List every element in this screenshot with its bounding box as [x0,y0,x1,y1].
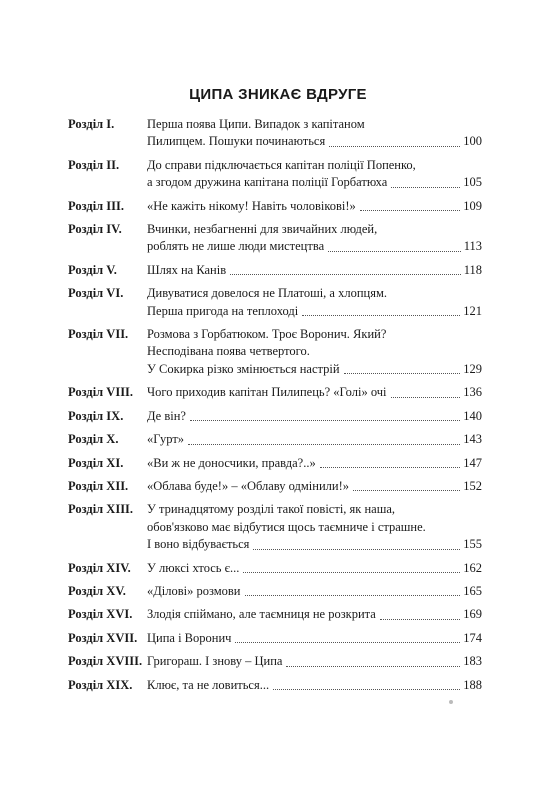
chapter-title-last-line [147,478,482,495]
chapter-title-line: Пилипцем. Пошуки починаються [147,134,326,149]
chapter-title-last-line [147,431,482,448]
chapter-title-line: У тринадцятому розділі такої повісті, як наша, [147,502,396,517]
dot-leader [380,619,460,620]
chapter-title-block [147,630,482,647]
dot-leader [245,595,461,596]
chapter-label: Розділ XIII. [68,502,134,517]
chapter-title-line: Перша пригода на теплоході [147,303,299,318]
dot-leader [253,549,460,550]
chapter-title-line: Григораш. І знову – Ципа [147,654,283,669]
page-number: 136 [463,385,482,400]
toc-entry [68,583,482,600]
page-number: 174 [463,630,482,645]
page-number: 100 [463,134,482,149]
chapter-title-line: Ципа і Воронич [147,630,232,645]
chapter-label: Розділ XVII. [68,630,138,645]
dot-leader [320,467,461,468]
page-number: 155 [463,537,482,552]
chapter-title-block [147,677,482,694]
chapter-title-last-line [147,303,482,320]
page-number: 162 [463,560,482,575]
chapter-title-last-line [147,653,482,670]
chapter-label: Розділ IV. [68,222,122,237]
chapter-label: Розділ VII. [68,327,129,342]
chapter-title-line: «Ви ж не доносчики, правда?..» [147,455,316,470]
dot-leader [190,420,460,421]
chapter-title-last-line [147,384,482,401]
toc-entry [68,431,482,448]
chapter-title-last-line [147,560,482,577]
chapter-title-block [147,384,482,401]
chapter-label: Розділ II. [68,157,120,172]
chapter-title-block [147,157,482,192]
chapter-label: Розділ III. [68,198,125,213]
chapter-title-last-line [147,133,482,150]
chapter-title-last-line [147,455,482,472]
toc-entry [68,478,482,495]
chapter-title-block [147,606,482,623]
page-number: 121 [463,303,482,318]
chapter-title-block [147,408,482,425]
chapter-title-line: «Ділові» розмови [147,583,241,598]
page-number: 109 [463,198,482,213]
chapter-title-block [147,431,482,448]
chapter-title-line: «Не кажіть нікому! Навіть чоловікові!» [147,198,356,213]
chapter-title-block [147,478,482,495]
dot-leader [344,373,461,374]
chapter-title-last-line [147,630,482,647]
chapter-title-line: Шлях на Канів [147,262,227,277]
toc-title: ЦИПА ЗНИКАЄ ВДРУГЕ [189,86,367,103]
chapter-title-block [147,221,482,256]
dot-leader [360,210,460,211]
toc-entry [68,157,482,192]
chapter-title-block [147,262,482,279]
chapter-title-block [147,326,482,378]
toc-entry [68,630,482,647]
dot-leader [230,274,461,275]
dot-leader [286,666,460,667]
chapter-title-block [147,653,482,670]
chapter-title-line: Дивуватися довелося не Платоші, а хлопцям. [147,286,388,301]
chapter-label: Розділ X. [68,432,119,447]
toc-entry [68,455,482,472]
chapter-label: Розділ IX. [68,408,124,423]
dot-leader [391,187,460,188]
chapter-label: Розділ XIV. [68,560,131,575]
chapter-title-block [147,116,482,151]
chapter-label: Розділ XIX. [68,677,133,692]
dot-leader [328,251,461,252]
chapter-title-block [147,560,482,577]
chapter-title-last-line [147,677,482,694]
dot-leader [302,315,460,316]
chapter-title-line: До справи підключається капітан поліції Попенко, [147,157,416,172]
chapter-label: Розділ VI. [68,286,124,301]
chapter-title-line: «Гурт» [147,432,185,447]
chapter-label: Розділ XI. [68,455,124,470]
chapter-title-line: роблять не лише люди мистецтва [147,239,325,254]
chapter-title-line: Розмова з Горбатюком. Троє Воронич. Який? [147,327,387,342]
chapter-title-line: Вчинки, незбагненні для звичайних людей, [147,222,378,237]
chapter-label: Розділ I. [68,117,115,131]
page-number: 105 [463,175,482,190]
chapter-title-block [147,583,482,600]
chapter-label: Розділ V. [68,262,117,277]
page-number: 140 [463,408,482,423]
chapter-title-last-line [147,583,482,600]
toc-entry [68,653,482,670]
dot-leader [243,572,460,573]
chapter-title-block [147,198,482,215]
chapter-title-line: обов'язково має відбутися щось таємниче і страшне. [147,519,426,534]
page-number: 183 [463,654,482,669]
chapter-title-line: У Сокирка різко змінюється настрій [147,361,340,376]
dot-leader [353,490,460,491]
chapter-title-line: Перша поява Ципи. Випадок з капітаном [147,117,365,131]
page-number: 129 [463,361,482,376]
dot-leader [188,444,460,445]
chapter-title-last-line [147,536,482,553]
chapter-label: Розділ XVIII. [68,654,143,669]
dot-leader [391,397,461,398]
page-number: 113 [463,239,482,254]
toc-entry [68,285,482,320]
toc-entry [68,198,482,215]
page-number: 118 [463,262,482,277]
page-speck [449,700,453,704]
chapter-title-last-line [147,262,482,279]
toc-entry [68,606,482,623]
page-number: 147 [463,455,482,470]
chapter-title-block [147,455,482,472]
toc-entry [68,408,482,425]
chapter-title-block [147,501,482,553]
chapter-title-line: Клює, та не ловиться... [147,677,270,692]
page-number: 165 [463,583,482,598]
chapter-label: Розділ XII. [68,478,129,493]
chapter-label: Розділ XV. [68,583,126,598]
toc-entry [68,116,482,151]
chapter-title-last-line [147,361,482,378]
chapter-title-line: «Облава буде!» – «Облаву одмінили!» [147,478,350,493]
page-number: 169 [463,607,482,622]
toc-entry [68,384,482,401]
page-number: 188 [463,677,482,692]
chapter-title-line: а згодом дружина капітана поліції Горбатюха [147,175,388,190]
toc-entry [68,262,482,279]
dot-leader [273,689,460,690]
page-number: 143 [463,432,482,447]
table-of-contents [68,116,482,700]
toc-entry [68,560,482,577]
chapter-title-last-line [147,198,482,215]
chapter-title-line: У люксі хтось є... [147,560,240,575]
chapter-title-line: Де він? [147,408,186,423]
chapter-title-block [147,285,482,320]
chapter-title-last-line [147,238,482,255]
toc-entry [68,501,482,553]
chapter-title-line: Злодія спіймано, але таємниця не розкрита [147,607,376,622]
page-number: 152 [463,478,482,493]
chapter-title-line: Чого приходив капітан Пилипець? «Голі» очі [147,385,387,400]
toc-entry [68,677,482,694]
chapter-title-last-line [147,174,482,191]
chapter-title-line: Несподівана поява четвертого. [147,344,310,359]
dot-leader [329,146,460,147]
chapter-label: Розділ XVI. [68,607,133,622]
chapter-title-last-line [147,606,482,623]
dot-leader [235,642,460,643]
chapter-label: Розділ VIII. [68,385,134,400]
chapter-title-line: І воно відбувається [147,537,250,552]
chapter-title-last-line [147,408,482,425]
toc-entry [68,326,482,378]
toc-entry [68,221,482,256]
